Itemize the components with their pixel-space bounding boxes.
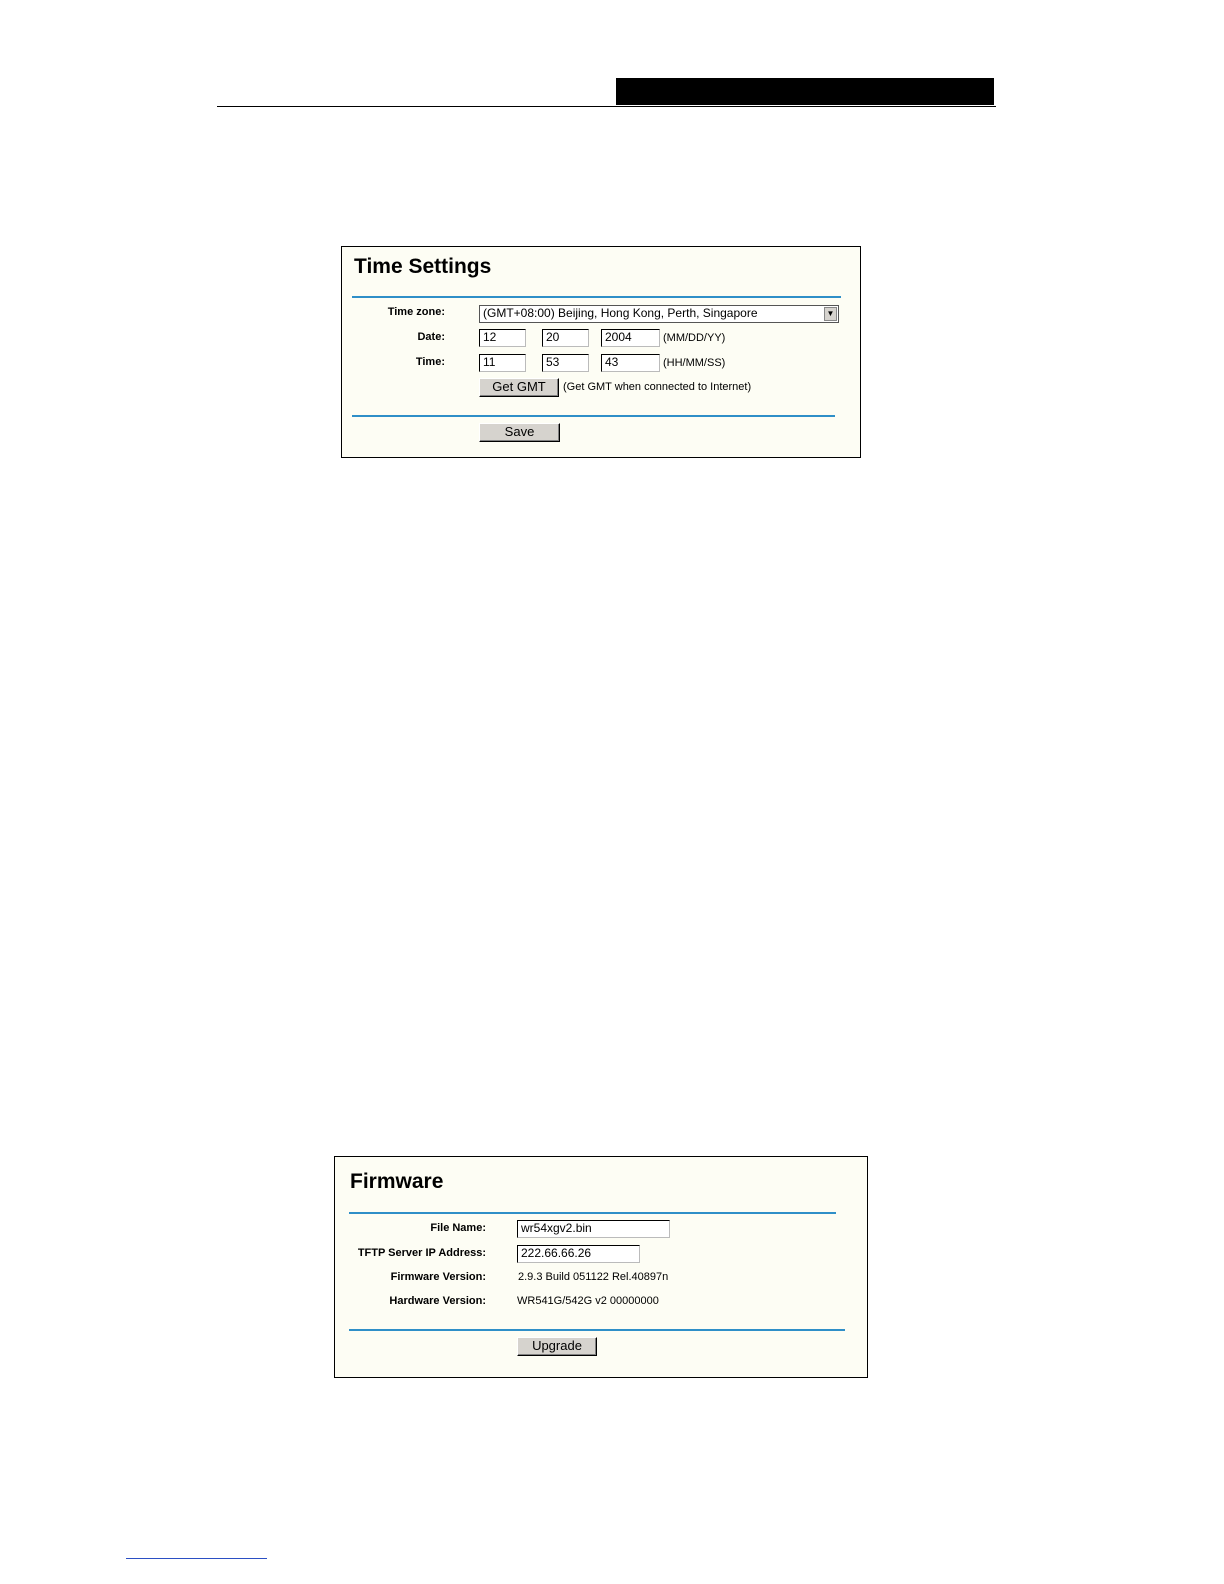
time-hour-input[interactable]: 11 xyxy=(479,354,526,372)
firmware-divider-top xyxy=(349,1212,836,1214)
hardware-version-value: WR541G/542G v2 00000000 xyxy=(517,1295,659,1307)
time-second-input[interactable]: 43 xyxy=(601,354,660,372)
time-format-hint: (HH/MM/SS) xyxy=(663,357,726,369)
file-name-label: File Name: xyxy=(430,1222,486,1234)
date-month-input[interactable]: 12 xyxy=(479,329,526,347)
firmware-title: Firmware xyxy=(350,1170,444,1193)
time-settings-panel xyxy=(341,246,861,458)
save-button[interactable]: Save xyxy=(479,423,560,442)
time-settings-title: Time Settings xyxy=(354,255,492,278)
get-gmt-button[interactable]: Get GMT xyxy=(479,378,559,397)
hardware-version-label: Hardware Version: xyxy=(389,1295,486,1307)
time-minute-input[interactable]: 53 xyxy=(542,354,589,372)
get-gmt-hint: (Get GMT when connected to Internet) xyxy=(563,381,752,393)
firmware-version-value: 2.9.3 Build 051122 Rel.40897n xyxy=(518,1271,669,1283)
time-zone-label: Time zone: xyxy=(387,306,445,318)
file-name-input[interactable]: wr54xgv2.bin xyxy=(517,1220,670,1238)
date-day-input[interactable]: 20 xyxy=(542,329,589,347)
divider-top xyxy=(352,296,841,298)
footer-link-underline xyxy=(126,1558,267,1559)
date-year-input[interactable]: 2004 xyxy=(601,329,660,347)
divider-bottom xyxy=(352,415,835,417)
time-label: Time: xyxy=(415,356,445,368)
tftp-ip-input[interactable]: 222.66.66.26 xyxy=(517,1245,640,1263)
time-zone-select[interactable] xyxy=(479,305,839,323)
date-format-hint: (MM/DD/YY) xyxy=(663,332,726,344)
upgrade-button[interactable]: Upgrade xyxy=(517,1337,597,1356)
time-zone-value: (GMT+08:00) Beijing, Hong Kong, Perth, Singapore xyxy=(483,306,758,320)
firmware-version-label: Firmware Version: xyxy=(390,1271,486,1283)
firmware-divider-bottom xyxy=(349,1329,845,1331)
firmware-panel xyxy=(334,1156,868,1378)
header-bar xyxy=(616,78,994,105)
tftp-ip-label: TFTP Server IP Address: xyxy=(357,1247,486,1259)
header-rule xyxy=(217,106,996,107)
date-label: Date: xyxy=(417,331,445,343)
chevron-down-icon[interactable]: ▼ xyxy=(824,307,837,321)
